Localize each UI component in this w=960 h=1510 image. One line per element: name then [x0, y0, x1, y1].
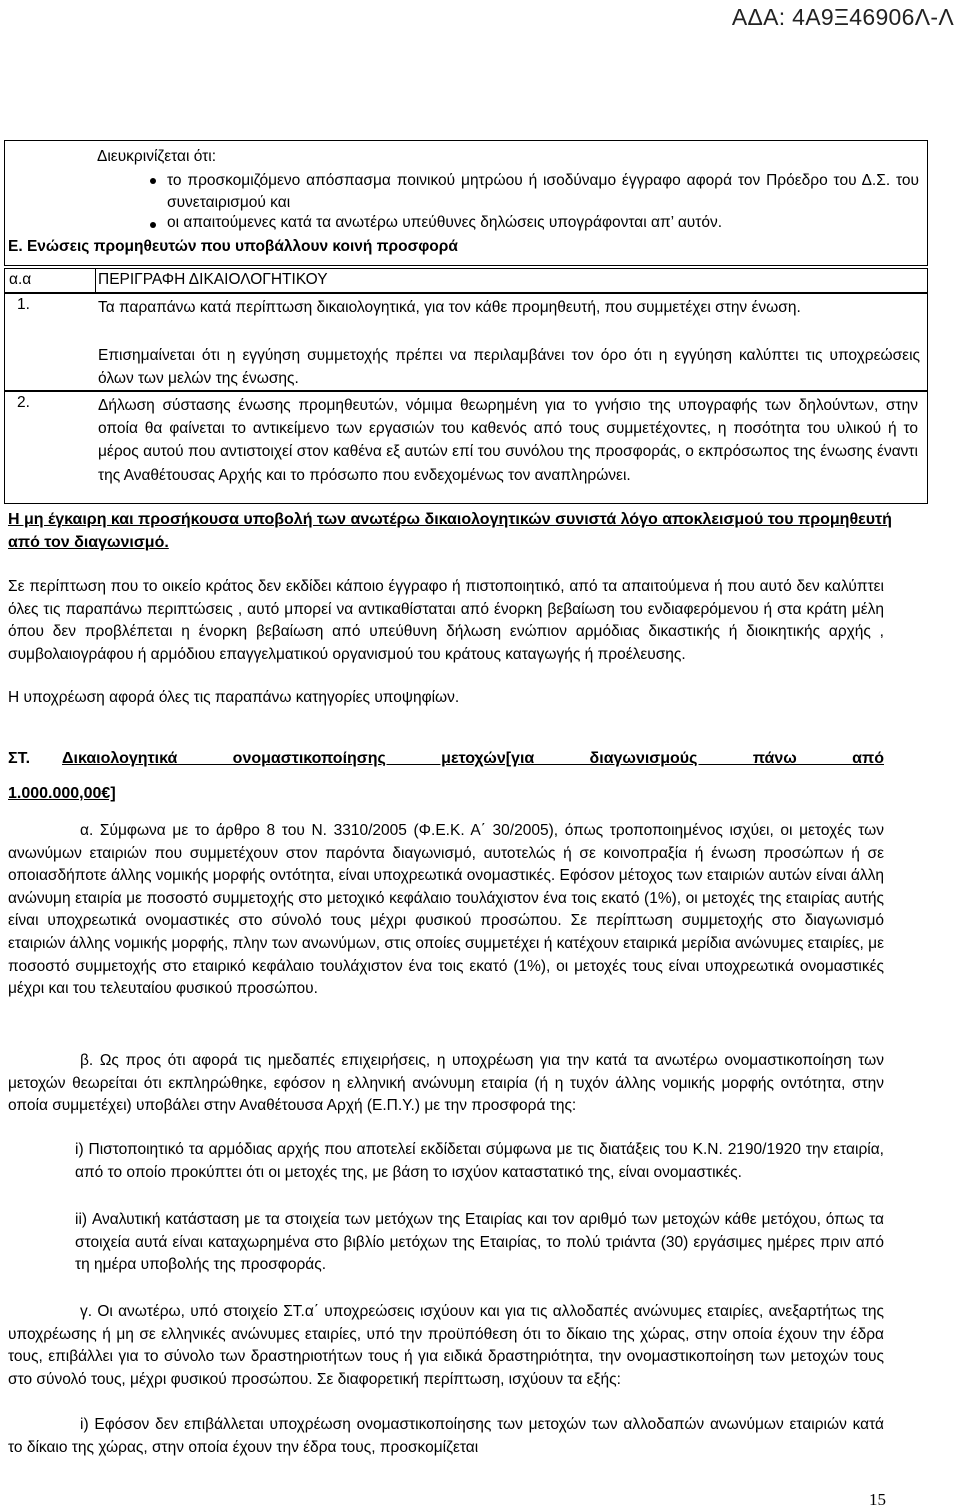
paragraph-b-ii: ii) Αναλυτική κατάσταση με τα στοιχεία των μετόχων της Εταιρίας και τον αριθμό των μετοχών κάθε μετόχου, όπως τα στοιχεία αυτά είναι καταχωρημένα στο βιβλίο μετόχων της Εταιρίας, το πολύ τριάντα (30) εργάσιμες ημέρες πριν από τη ημέρα υποβολής της προσφοράς.: [75, 1211, 884, 1274]
col-aa: α.α: [9, 271, 32, 288]
exclusion-warning: Η μη έγκαιρη και προσήκουσα υποβολή των ανωτέρω δικαιολογητικών συνιστά λόγο αποκλεισμού του προμηθευτή από τον διαγωνισμό.: [8, 511, 892, 551]
table-col-divider: [95, 268, 96, 292]
paragraph-b: β. Ως προς ότι αφορά τις ημεδαπές επιχειρήσεις, η υποχρέωση για την κατά τα ανωτέρω ονομαστικοποίηση των μετοχών θεωρείται ότι εκπληρώθηκε, εφόσον η ελληνική ανώνυμη εταιρία (ή η τυχόν άλλης νομικής μορφής οντότητα, στην οποία συμμετέχει) υποβάλει στην Αναθέτουσα Αρχή (Ε.Π.Υ.) με την προσφορά της:: [8, 1052, 884, 1115]
section-e-heading: Ε. Ενώσεις προμηθευτών που υποβάλλουν κοινή προσφορά: [8, 238, 458, 255]
ada-code: ΑΔΑ: 4Α9Ξ46906Λ-Λ: [731, 4, 954, 30]
row-note: Επισημαίνεται ότι η εγγύηση συμμετοχής πρέπει να περιλαμβάνει τον όρο ότι η εγγύηση καλύπτει τις υποχρεώσεις όλων των μελών της ένωσης.: [98, 347, 920, 387]
bullet-item: οι απαιτούμενες κατά τα ανωτέρω υπεύθυνες δηλώσεις υπογράφονται απ’ αυτόν.: [167, 214, 723, 231]
section-st-title: Δικαιολογητικά ονομαστικοποίησης μετοχών[για διαγωνισμούς πάνω από: [62, 750, 884, 767]
paragraph-b-i: i) Πιστοποιητικό τα αρμόδιας αρχής που αποτελεί εκδίδεται σύμφωνα με τις διατάξεις του Κ.Ν. 2190/1920 την εταιρία, από το οποίο προκύπτει ότι οι μετοχές της, με βάση το ισχύον καταστατικό της, είναι ονομαστικές.: [75, 1141, 884, 1181]
section-st-label: ΣΤ.: [8, 750, 31, 767]
paragraph-a: α. Σύμφωνα με το άρθρο 8 του Ν. 3310/2005 (Φ.Ε.Κ. Α΄ 30/2005), όπως τροποποιημένος ισχύει, οι μετοχές των ανωνύμων εταιριών που συμμετέχουν στον παρόντα διαγωνισμό, αυτοτελώς ή σε κοινοπραξία ή ένωση προσώπων ή σε οποιασδήποτε άλλης νομικής μορφής οντότητα, είναι υποχρεωτικά ονομαστικές. Εφόσον μέτοχος των εταιριών αυτών είναι άλλη ανώνυμη εταιρία με ποσοστό συμμετοχής στο μετοχικό κεφάλαιο τουλάχιστον ένα τοις εκατό (1%), οι μετοχές της εταιρίας αυτής είναι υποχρεωτικά ονομαστικές στο σύνολό τους μέχρι φυσικού προσώπου. Σε περίπτωση συμμετοχής στο διαγωνισμό εταιριών άλλης νομικής μορφής, πλην των ανωνύμων, στις οποίες συμμετέχει ή κατέχουν εταιρικά μερίδια ανώνυμες εταιρίες, με ποσοστό συμμετοχής στο εταιρικό κεφάλαιο τουλάχιστον ένα τοις εκατό (1%), οι μετοχές τους είναι υποχρεωτικά ονομαστικές μέχρι και του τελευταίου φυσικού προσώπου.: [8, 822, 884, 998]
row-number: 2.: [17, 394, 30, 411]
bullet-icon: [150, 178, 156, 184]
bullet-item: το προσκομιζόμενο απόσπασμα ποινικού μητρώου ή ισοδύναμο έγγραφο αφορά τον Πρόεδρο του Δ.Σ. του συνεταιρισμού και: [167, 172, 919, 211]
col-description: ΠΕΡΙΓΡΑΦΗ ΔΙΚΑΙΟΛΟΓΗΤΙΚΟΥ: [98, 271, 328, 288]
row-text: Δήλωση σύστασης ένωσης προμηθευτών, νόμιμα θεωρημένη για το γνήσιο της υπογραφής των δηλούντων, στην οποία θα φαίνεται το αντικείμενο των εργασιών του καθενός από τους συμμετέχοντες, η ποσότητα του υλικού ή το μέρος αυτού που αντιστοιχεί στον καθένα εξ αυτών επί του συνόλου της προσφοράς, ο εκπρόσωπος της ένωσης έναντι της Αναθέτουσας Αρχής και το πρόσωπο που ενδεχομένως τον αναπληρώνει.: [98, 397, 918, 484]
paragraph-c: γ. Οι ανωτέρω, υπό στοιχείο ΣΤ.α΄ υποχρεώσεις ισχύουν και για τις αλλοδαπές ανώνυμες εταιρίες, ανεξαρτήτως της υποχρέωσης ή μη σε ελληνικές ανώνυμες εταιρίες, υπό την προϋπόθεση ότι το δίκαιο της χώρας, στην οποία έχουν την έδρα τους, επιβάλλει για το σύνολο των δραστηριοτήτων τους ή για ειδικά δραστηριότητα, την ονομαστικοποίηση των μετοχών τους στο σύνολό τους, μέχρι φυσικού προσώπου. Σε διαφορετική περίπτωση, ισχύουν τα εξής:: [8, 1303, 884, 1388]
paragraph-c-i: i) Εφόσον δεν επιβάλλεται υποχρέωση ονομαστικοποίησης των μετοχών των αλλοδαπών ανωνύμων εταιριών κατά το δίκαιο της χώρας, στην οποία έχουν την έδρα τους, προσκομίζεται: [8, 1416, 884, 1456]
page-number: 15: [869, 1490, 886, 1509]
paragraph-state-last: Η υποχρέωση αφορά όλες τις παραπάνω κατηγορίες υποψηφίων.: [8, 689, 460, 706]
row-text: Τα παραπάνω κατά περίπτωση δικαιολογητικά, για τον κάθε προμηθευτή, που συμμετέχει στην ένωση.: [98, 299, 801, 316]
section-st-amount: 1.000.000,00€]: [8, 785, 116, 802]
row-number: 1.: [17, 296, 30, 313]
clarification-intro: Διευκρινίζεται ότι:: [97, 148, 217, 165]
bullet-icon: [150, 222, 156, 228]
paragraph-state-docs: Σε περίπτωση που το οικείο κράτος δεν εκδίδει κάποιο έγγραφο ή πιστοποιητικό, από τα απαιτούμενα ή που αυτό δεν καλύπτει όλες τις παραπάνω περιπτώσεις , αυτό μπορεί να αντικαθίσταται από ένορκη βεβαίωση του ενδιαφερόμενου ή στα κράτη μέλη όπου δεν προβλέπεται η ένορκη βεβαίωση από υπεύθυνη δήλωση ενώπιον αρμόδιας δικαστικής ή διοικητικής αρχής , συμβολαιογράφου ή αρμόδιου επαγγελματικού οργανισμού του κράτους καταγωγής ή προέλευσης.: [8, 578, 884, 663]
